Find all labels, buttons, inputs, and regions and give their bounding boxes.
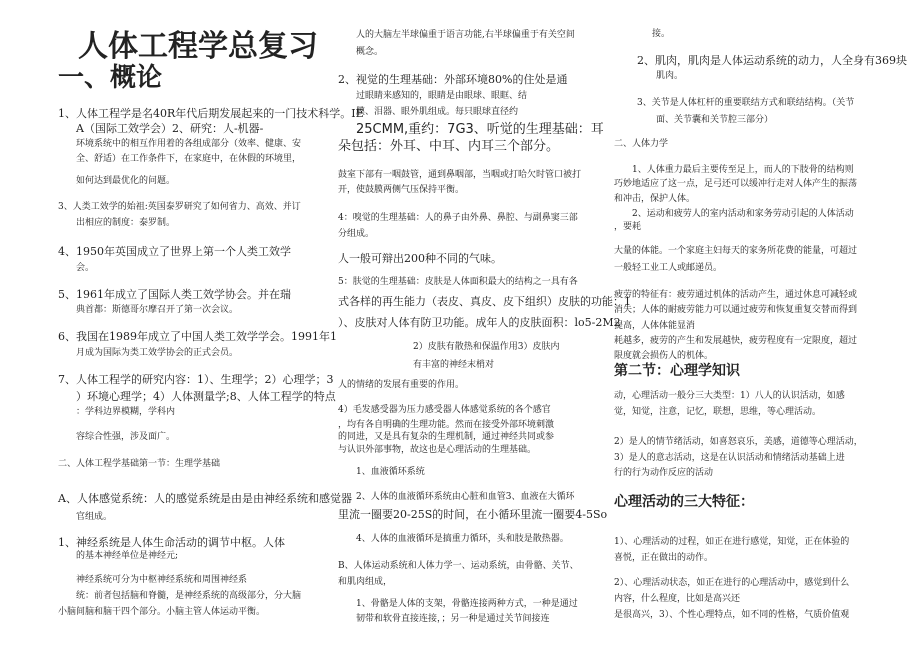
text-line: 疲劳的特征有：疲劳通过机体的活动产生，通过休息可减轻或 [614,290,858,300]
text-line: 4：嗅觉的生理基础：人的鼻子由外鼻、鼻腔、与副鼻窦三部 [338,213,578,223]
text-line: 4、人体的血液循环是搞重力循环，头和肢是散热器。 [356,534,569,544]
text-line: 2）皮肤有散热和保温作用3）皮肤内 [413,342,560,352]
text-line: 里流一圈要20-25S的时间，在小循环里流一圈要4-5So [338,508,608,521]
text-line: 2、肌肉，肌肉是人体运动系统的动力，人全身有369块 [637,54,907,67]
text-line: 1、血液循环系统 [356,467,425,477]
text-line: 1、人体工程学是名40R年代后期发展起来的一门技术科学。IE [58,107,364,120]
text-line: 概念。 [356,47,384,57]
text-line: 典首都：斯德哥尔摩召开了第一次会议。 [76,305,239,315]
text-line: ，均有各自明确的生理功能。然而在接受外部环境刺激 [338,420,555,430]
text-line: 觉，知觉，注意，记忆，联想，思维，等心理活动。 [614,407,822,417]
text-line: 肌肉。 [656,71,684,81]
text-line: 2、视觉的生理基础：外部环境80%的住处是通 [338,73,568,86]
text-line: 接。 [652,29,671,39]
text-line: 提高，人体体能显消 [614,321,696,331]
text-line: 鼓室下部有一咽鼓管，通到鼻咽部，当咽或打哈欠时管口被打 [338,170,582,180]
text-line: 2、人体的血液循环系统由心脏和血管3、血液在大循环 [356,492,575,502]
text-line: A（国际工效学会）2、研究：人-机器- [76,122,264,135]
text-line: 人的大脑左半球偏重于语言功能,右半球偏重于有关空间 [356,30,575,40]
text-line: 1、神经系统是人体生命活动的调节中枢。人体 [58,536,285,549]
text-line: 1）、心理活动的过程，如正在进行感觉，知觉，正在体验的 [614,537,850,547]
text-line: 人的情绪的发展有重要的作用。 [338,380,465,390]
text-line: 内容，什么程度，比如是高兴还 [614,594,741,604]
text-line: 7、人体工程学的研究内容：1）、生理学；2）心理学；3 [58,373,334,386]
column-right [614,0,907,650]
text-line: 消失；人体的耐疲劳能力可以通过疲劳和恢复重复交替而得到 [614,305,858,315]
text-line: A、人体感觉系统：人的感觉系统是由是由神经系统和感觉器 [58,492,352,505]
text-line: 有丰富的神经末梢对 [413,360,495,370]
text-line: 4）毛发感受器为压力感受器人体感觉系统的各个感官 [338,405,551,415]
text-line: 环境系统中的相互作用着的各组成部分（效率、健康、安 [76,139,302,149]
text-line: 小脑间脑和脑干四个部分。小脑主管人体运动平衡。 [58,607,266,617]
text-line: 的同进，又是具有复杂的生理机制，通过神经共同或参 [338,432,555,442]
text-line: 出相应的制度：泰罗制。 [76,218,176,228]
text-line: 2）是人的情节绪活动，如喜怒哀乐，美感，道德等心理活动， [614,437,863,447]
text-line: B、人体运动系统和人体力学一、运动系统，由骨骼、关节、 [338,561,579,571]
text-line: 会。 [76,263,95,273]
text-line: 面、关节囊和关节腔三部分） [656,115,774,125]
text-line: 容综合性强，涉及面广。 [76,432,176,442]
text-line: 是很高兴，3）、个性心理特点，如不同的性格，气质价值观 [614,610,850,620]
text-line: 1、骨骼是人体的支架，骨骼连接两种方式，一种是通过 [356,599,578,609]
text-line: ：学科边界模糊，学科内 [76,407,176,417]
text-line: 2、运动和疲劳人的室内活动和家务劳动引起的人体活动 [632,209,854,219]
text-line: 大量的体能。一个家庭主妇每天的家务所花费的能量，可超过 [614,246,858,256]
text-line: 一般轻工业工人或邮递员。 [614,263,723,273]
text-line: 4、1950年英国成立了世界上第一个人类工效学 [58,245,291,258]
text-line: 2）、心理活动状态，如正在进行的心理活动中，感觉到什么 [614,578,850,588]
text-line: 和肌肉组成， [338,577,393,587]
text-line: 限度就会损伤人的机体。 [614,351,714,361]
text-line: 如何达到最优化的问题。 [76,176,176,186]
text-line: 神经系统可分为中枢神经系统和周围神经系 [76,575,248,585]
text-line: 和冲击，保护人体。 [614,194,696,204]
text-line: 喜悦，正在做出的动作。 [614,553,714,563]
section-heading-overview: 一、概论 [58,63,163,93]
text-line: 行的行为动作反应的活动 [614,468,714,478]
text-line: 1、人体重力最后主要传至足上，而人的下肢骨的结构则 [632,165,854,175]
text-line: 分组成。 [338,229,375,239]
text-line: 与认识外部事物，故这也是心理活动的生理基础。 [338,445,537,455]
text-line: 式各样的再生能力（表皮、真皮、皮下组织）皮肤的功能：1 [338,295,631,308]
text-line: ）、皮肤对人体有防卫功能。成年人的皮肤面积：lo5-2M2 [338,316,621,329]
text-line: 6、我国在1989年成立了中国人类工效学学会。1991年1 [58,330,337,343]
text-line: 膜、泪器、眼外肌组成。每只眼球直径约 [356,107,519,117]
text-line: 统：前者包括脑和脊髓，是神经系统的高级部分，分大脑 [76,591,302,601]
section-heading-basics: 二、人体工程学基础第一节：生理学基础 [58,459,221,469]
text-line: 3）是人的意志活动，这是在认识活动和情绪活动基础上进 [614,453,845,463]
text-line: 巧妙地适应了这一点，足弓还可以缓冲行走对人体产生的振荡 [614,179,858,189]
text-line: 开，使鼓膜两侧气压保持平衡。 [338,185,465,195]
text-line: ）环境心理学；4）人体测量学;8、人体工程学的特点 [76,390,336,403]
text-line: 5、1961年成立了国际人类工效学协会。并在瑞 [58,288,291,301]
document-title: 人体工程学总复习 [78,29,318,64]
text-line: 耗越多，疲劳的产生和发展越快，疲劳程度有一定限度，超过 [614,336,858,346]
text-line: 过眼睛来感知的，眼睛是由眼球、眼眶、结 [356,91,528,101]
text-line: 韧带和软骨直接连接，；另一种是通过关节间接连 [356,614,550,624]
text-line: 5：肤觉的生理基础：皮肤是人体面积最大的结构之一具有各 [338,277,578,287]
section-heading-mechanics: 二、人体力学 [614,139,669,149]
text-line: 全、舒适）在工作条件下，在家庭中，在休假的环境里， [76,154,302,164]
text-line: 人一般可辩出200种不同的气味。 [338,252,502,265]
text-line: 3、人类工效学的始祖:英国泰罗研究了如何省力、高效、并订 [58,202,301,212]
section-heading-psychology: 第二节：心理学知识 [614,363,740,379]
text-line: 动，心理活动一般分三大类型：1）八人的认识活动，如感 [614,391,845,401]
text-line: 3、关节是人体杠杆的重要联结方式和联结结构。（关节 [637,98,855,108]
section-heading-features: 心理活动的三大特征： [614,494,754,510]
text-line: 的基本神经单位是神经元; [76,551,179,561]
text-line: ，要耗 [614,222,642,232]
text-line: 朵包括：外耳、中耳、内耳三个部分。 [338,139,560,154]
text-line: 官组成。 [76,512,113,522]
text-line: 月成为国际为类工效学协会的正式会员。 [76,348,239,358]
text-line: 25CMM,重约：7G3、听觉的生理基础：耳 [356,122,604,137]
